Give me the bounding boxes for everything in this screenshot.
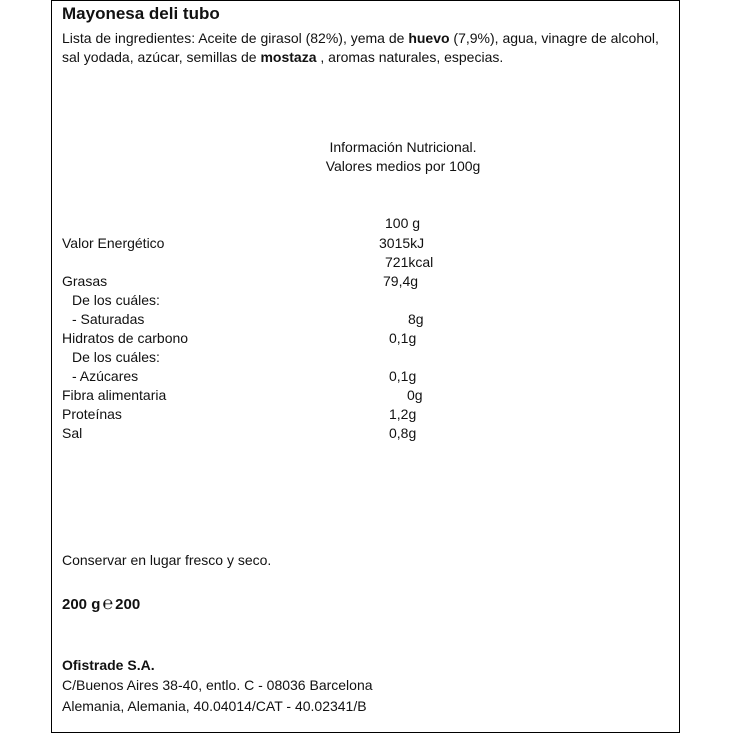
- row-label-grasas: Grasas: [62, 273, 108, 289]
- row-label-azucares: - Azúcares: [72, 368, 139, 384]
- company-address-line1: C/Buenos Aires 38-40, entlo. C - 08036 Barcelona: [62, 677, 373, 693]
- net-weight: 200 g: [62, 596, 101, 613]
- row-value-energy-kcal: 721kcal: [385, 254, 434, 270]
- row-label-proteinas: Proteínas: [62, 406, 122, 422]
- storage-instructions: Conservar en lugar fresco y seco.: [62, 552, 272, 568]
- row-value-proteinas: 1,2g: [389, 406, 417, 422]
- row-value-fibra: 0g: [407, 387, 423, 403]
- row-value-azucares: 0,1g: [389, 368, 417, 384]
- allergen-mostaza: mostaza: [260, 48, 317, 65]
- row-label-energy: Valor Energético: [62, 235, 165, 251]
- ingredients-mid: (7,9%), agua, vinagre de alcohol, sal yodada, azúcar, semillas de: [62, 30, 659, 65]
- row-label-de-los-cuales: De los cuáles:: [72, 292, 160, 308]
- label-frame: [51, 0, 680, 733]
- row-label-de-los-cuales-2: De los cuáles:: [72, 349, 160, 365]
- row-value-grasas: 79,4g: [383, 273, 419, 289]
- product-title: Mayonesa deli tubo: [62, 4, 220, 23]
- row-label-sal: Sal: [62, 425, 83, 441]
- ingredients-list: [62, 29, 662, 66]
- ingredients-suffix: , aromas naturales, especias.: [316, 48, 504, 65]
- company-address-line2: Alemania, Alemania, 40.04014/CAT - 40.02341/B: [62, 698, 367, 714]
- nutrition-heading-line2: Valores medios por 100g: [325, 158, 481, 174]
- company-name: Ofistrade S.A.: [62, 657, 155, 673]
- row-label-fibra: Fibra alimentaria: [62, 387, 167, 403]
- row-value-hidratos: 0,1g: [389, 330, 417, 346]
- row-value-sal: 0,8g: [389, 425, 417, 441]
- row-value-energy-kj: 3015kJ: [379, 235, 425, 251]
- row-value-saturadas: 8g: [408, 311, 424, 327]
- net-volume: 200: [115, 596, 141, 613]
- row-label-saturadas: - Saturadas: [72, 311, 145, 327]
- allergen-huevo: huevo: [408, 30, 450, 46]
- nutrition-heading-line1: Información Nutricional.: [329, 139, 477, 155]
- ingredients-prefix: Lista de ingredientes: Aceite de girasol (82%), yema de: [62, 30, 409, 46]
- row-label-hidratos: Hidratos de carbono: [62, 330, 189, 346]
- nutrition-column-header: 100 g: [385, 215, 421, 231]
- estimated-sign-icon: ℮: [102, 593, 114, 613]
- net-quantity: [62, 594, 140, 614]
